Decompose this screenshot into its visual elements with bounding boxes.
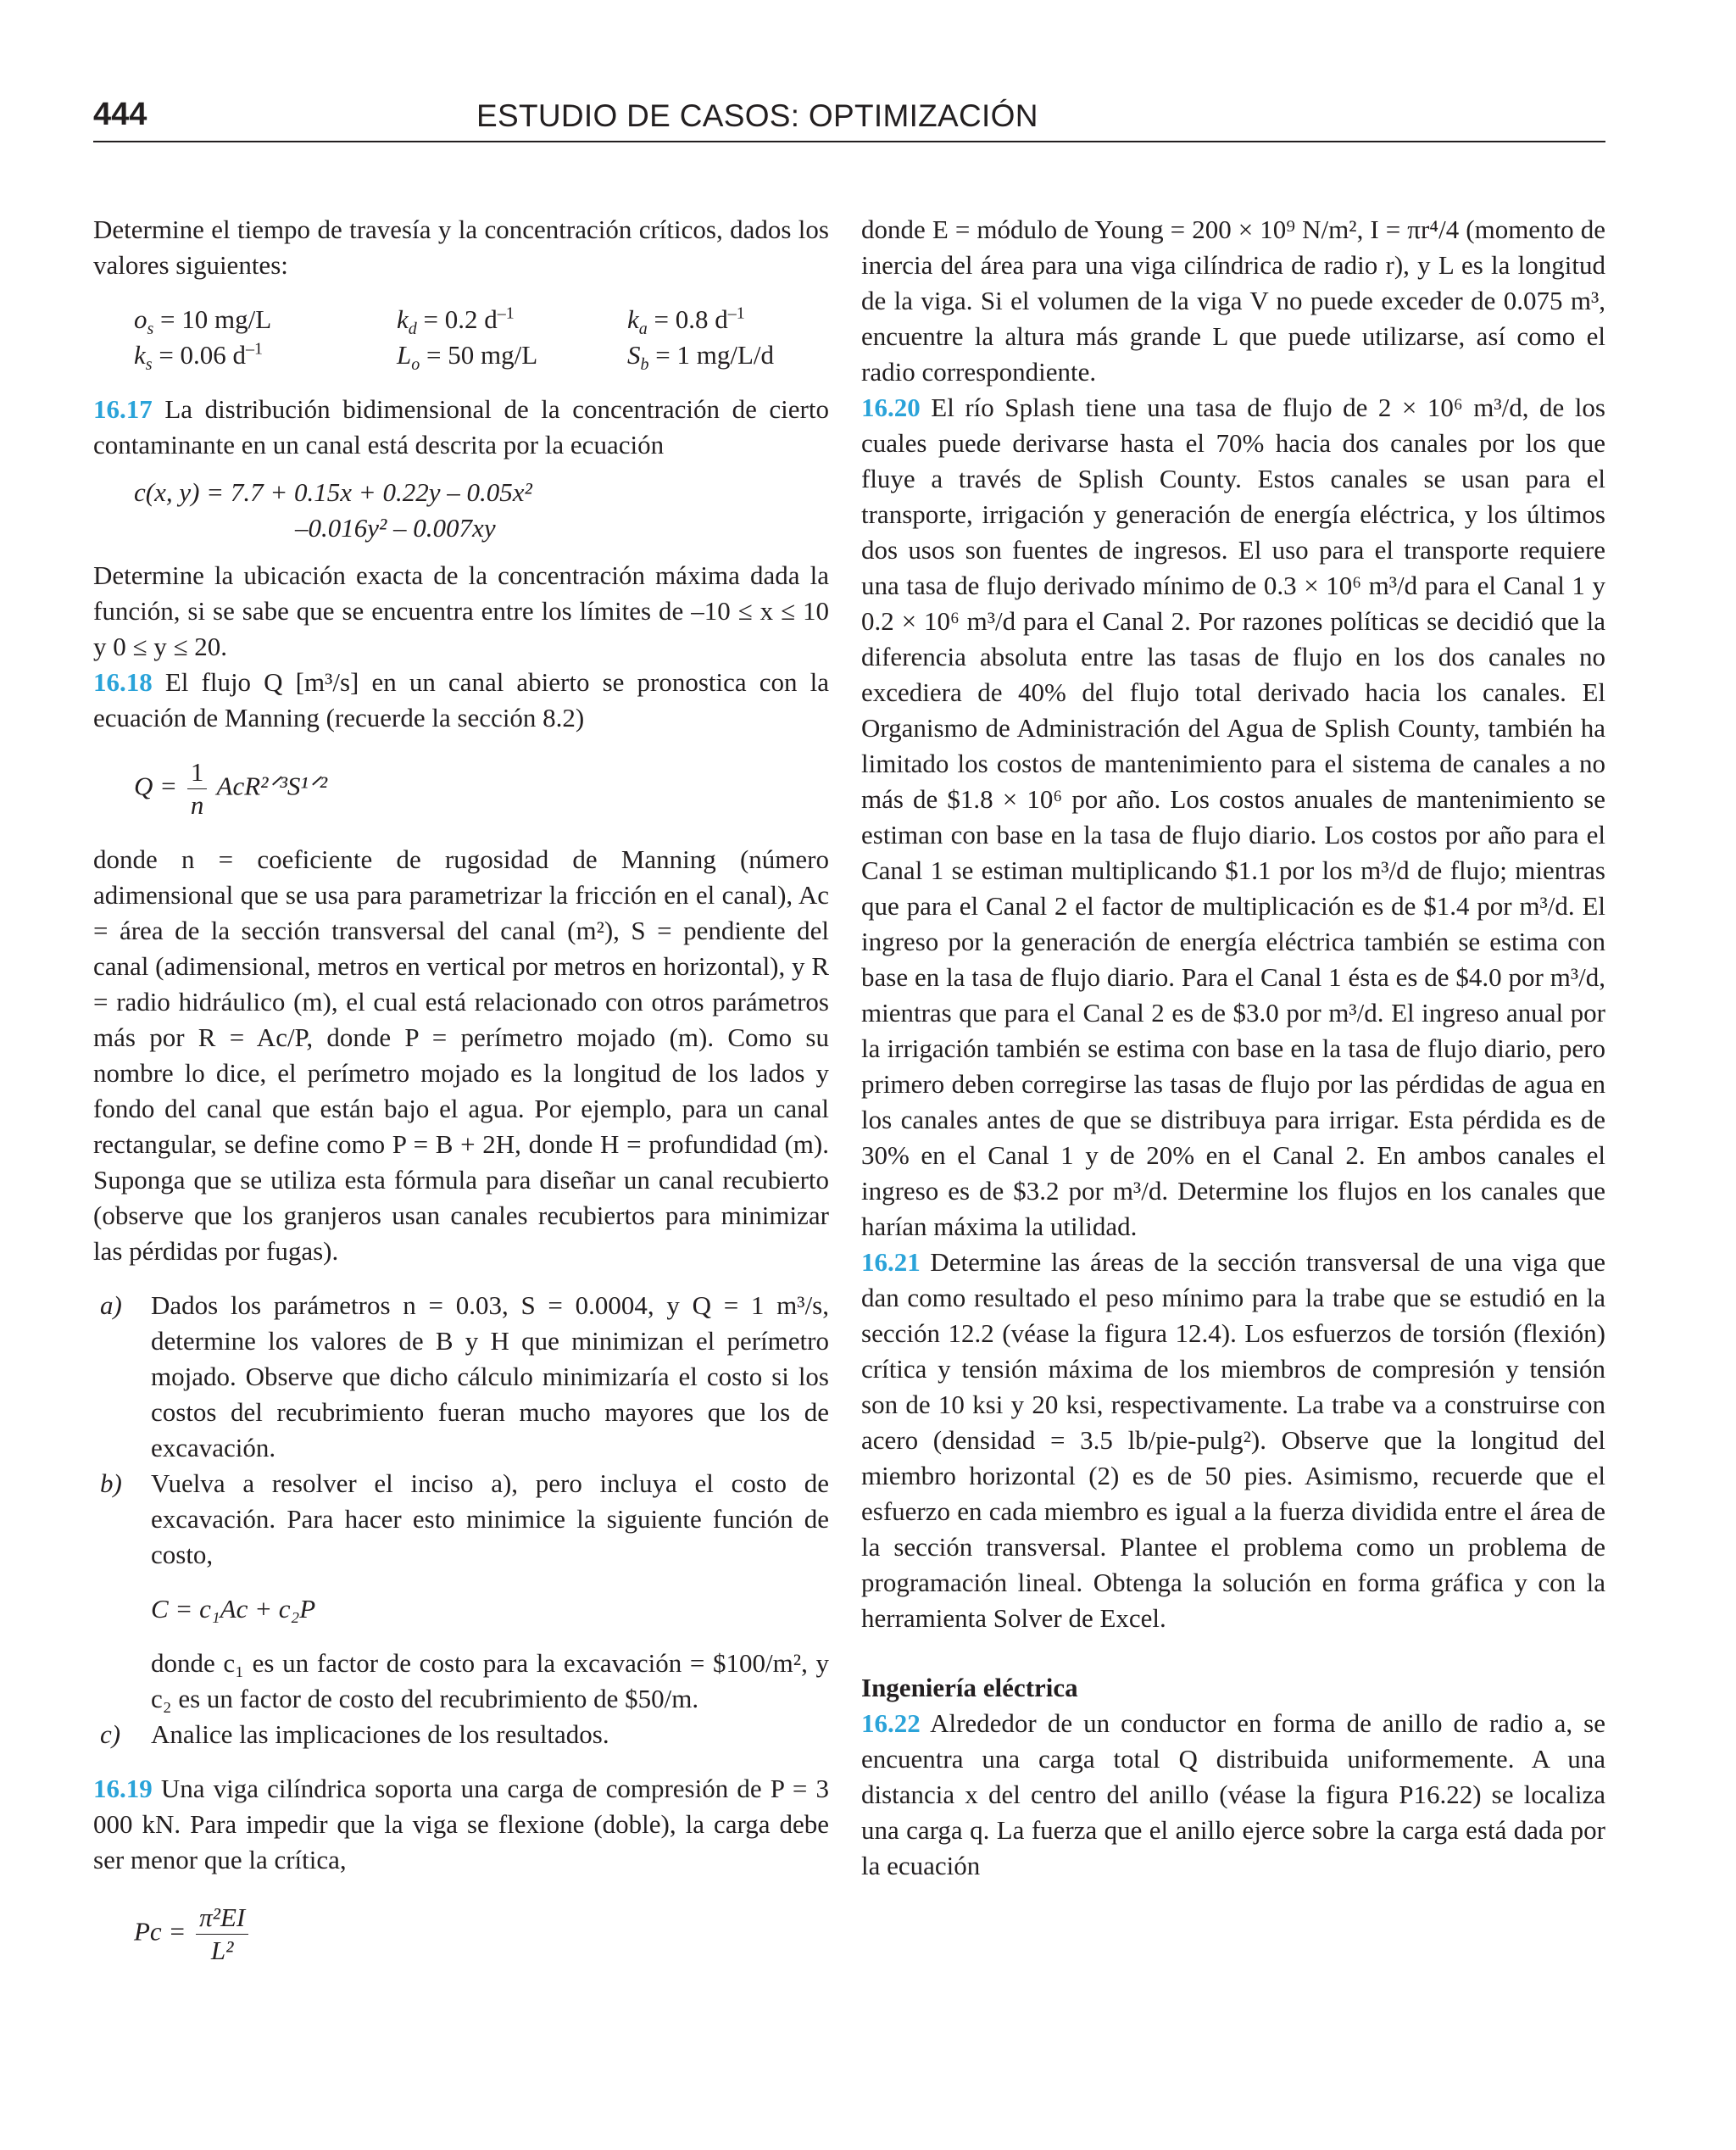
param-os: $o_s = 10$ mg/L: [134, 304, 272, 339]
problem-number: 16.17: [93, 394, 153, 424]
intro-paragraph: Determine el tiempo de travesía y la concentración críticos, dados los valores siguientes:: [93, 214, 829, 280]
problem-16-18: 16.18 El flujo Q [m³/s] en un canal abierto se pronostica con la ecuación de Manning (recuerde la sección 8.2): [93, 667, 829, 732]
problem-16-19: 16.19 Una viga cilíndrica soporta una carga de compresión de P = 3 000 kN. Para impedir que la viga se flexione (doble), la carga debe ser menor que la crítica,: [93, 1774, 829, 1874]
left-column: [93, 212, 829, 1979]
param-ks: $k_s = 0.06$ $d^{-1}$: [134, 339, 264, 375]
param-ka: $k_a = 0.8$ $d^{-1}$: [627, 304, 745, 339]
parameter-values: [134, 302, 829, 373]
param-lo: $L_o = 50$ mg/L: [397, 340, 538, 375]
param-sb: $S_b = 1$ mg/L/d: [627, 340, 775, 375]
problem-number: 16.21: [861, 1247, 921, 1277]
problem-number: 16.19: [93, 1774, 153, 1803]
problem-16-17-continued: Determine la ubicación exacta de la concentración máxima dada la función, si se sabe que se encuentra entre los límites de –10 ≤ x ≤ 10 y 0 ≤ y ≤ 20.: [93, 560, 829, 661]
right-column: [861, 212, 1605, 1884]
problem-number: 16.20: [861, 393, 921, 422]
equation-cost: C = c₁Ac + c₂P: [151, 1594, 316, 1624]
subitem-a: a) Dados los parámetros n = 0.03, S = 0.0004, y Q = 1 m³/s, determine los valores de B y H que minimizan el perímetro mojado. Observe que dicho cálculo minimizaría el costo si los costos del recubrimiento fueran mucho mayores que los de excavación.: [100, 1290, 829, 1462]
equation-manning: Q = $\frac{1}{n}$ AcR²ᐟ³S¹ᐟ²: [134, 757, 328, 820]
running-head: ESTUDIO DE CASOS: OPTIMIZACIÓN: [476, 98, 1038, 133]
problem-16-18-continued: donde n = coeficiente de rugosidad de Manning (número adimensional que se usa para parametrizar la fricción en el canal), Ac = área de la sección transversal del canal (m²), S = pendiente del canal (adimensional, metros en vertical por metros en horizontal), y R = radio hidráulico (m), el cual está relacionado con otros parámetros más por R = Ac/P, donde P = perímetro mojado (m). Como su nombre lo dice, el perímetro mojado es la longitud de los lados y fondo del canal que están bajo el agua. Por ejemplo, para un canal rectangular, se define como P = B + 2H, donde H = profundidad (m). Suponga que se utiliza esta fórmula para diseñar un canal recubierto (observe que los granjeros usan canales recubiertos para minimizar las pérdidas por fugas).: [93, 844, 829, 1266]
equation-critical-load: Pc = $\frac{\text{π²EI}}{\text{L²}}$: [134, 1902, 829, 1967]
problem-16-17: 16.17 La distribución bidimensional de la concentración de cierto contaminante en un canal está descrita por la ecuación: [93, 394, 829, 460]
page-number: 444: [93, 97, 147, 132]
section-title: Ingeniería eléctrica: [861, 1673, 1078, 1702]
param-kd: $k_d = 0.2$ $d^{-1}$: [397, 304, 515, 339]
problem-number: 16.18: [93, 667, 153, 697]
page-header: [93, 93, 1605, 142]
problem-16-19-continued: donde E = módulo de Young = 200 × 10⁹ N/m², I = πr⁴/4 (momento de inercia del área para una viga cilíndrica de radio r), y L es la longitud de la viga. Si el volumen de la viga V no puede exceder de 0.075 m³, encuentre la altura más grande L que puede utilizarse, así como el radio correspondiente.: [861, 214, 1605, 387]
subitem-b-continued: donde c₁ es un factor de costo para la excavación = $100/m², y c₂ es un factor de costo del recubrimiento de $50/m.: [151, 1648, 829, 1713]
subitem-c: c) Analice las implicaciones de los resultados.: [100, 1719, 609, 1749]
problem-number: 16.22: [861, 1708, 921, 1738]
problem-16-21: 16.21 Determine las áreas de la sección transversal de una viga que dan como resultado el peso mínimo para la trabe que se estudió en la sección 12.2 (véase la figura 12.4). Los esfuerzos de torsión (flexión) crítica y tensión máxima de los miembros de compresión y tensión son de 10 ksi y 20 ksi, respectivamente. La trabe va a construirse con acero (densidad = 3.5 lb/pie-pulg²). Observe que la longitud del miembro horizontal (2) es de 50 pies. Asimismo, recuerde que el esfuerzo en cada miembro es igual a la fuerza dividida entre el área de la sección transversal. Plantee el problema como un problema de programación lineal. Obtenga la solución en forma gráfica y con la herramienta Solver de Excel.: [861, 1247, 1605, 1633]
problem-16-20: 16.20 El río Splash tiene una tasa de flujo de 2 × 10⁶ m³/d, de los cuales puede derivarse hasta el 70% hacia dos canales por los que fluye a través de Splish County. Estos canales se usan para el transporte, irrigación y generación de energía eléctrica, y los últimos dos usos son fuentes de ingresos. El uso para el transporte requiere una tasa de flujo derivado mínimo de 0.3 × 10⁶ m³/d para el Canal 1 y 0.2 × 10⁶ m³/d para el Canal 2. Por razones políticas se decidió que la diferencia absoluta entre las tasas de flujo en los dos canales no excediera de 40% del flujo total derivado hacia los canales. El Organismo de Administración del Agua de Splish County, también ha limitado los costos de mantenimiento para el sistema de canales a no más de $1.8 × 10⁶ por año. Los costos anuales de mantenimiento se estiman con base en la tasa de flujo diario. Los costos por año para el Canal 1 se estiman multiplicando $1.1 por los m³/d de flujo; mientras que para el Canal 2 el factor de multiplicación es de $1.4 por m³/d. El ingreso por la generación de energía eléctrica también se estima con base en la tasa de flujo diario. Para el Canal 1 ésta es de $4.0 por m³/d, mientras que para el Canal 2 es de $3.0 por m³/d. El ingreso anual por la irrigación también se estima con base en la tasa de flujo diario, pero primero deben corregirse las tasas de flujo por las pérdidas de agua en los canales antes de que se distribuya para irrigar. Esta pérdida es de 30% en el Canal 1 y de 20% en el Canal 2. En ambos canales el ingreso es de $3.2 por m³/d. Determine los flujos en los canales que harían máxima la utilidad.: [861, 393, 1605, 1241]
equation-16-17: c(x, y) = 7.7 + 0.15x + 0.22y – 0.05x² –0.016y² – 0.007xy: [134, 477, 532, 543]
subitem-b: b) Vuelva a resolver el inciso a), pero incluya el costo de excavación. Para hacer esto minimice la siguiente función de costo,: [100, 1468, 829, 1569]
problem-16-22: 16.22 Alrededor de un conductor en forma de anillo de radio a, se encuentra una carga total Q distribuida uniformemente. A una distancia x del centro del anillo (véase la figura P16.22) se localiza una carga q. La fuerza que el anillo ejerce sobre la carga está dada por la ecuación: [861, 1708, 1605, 1880]
